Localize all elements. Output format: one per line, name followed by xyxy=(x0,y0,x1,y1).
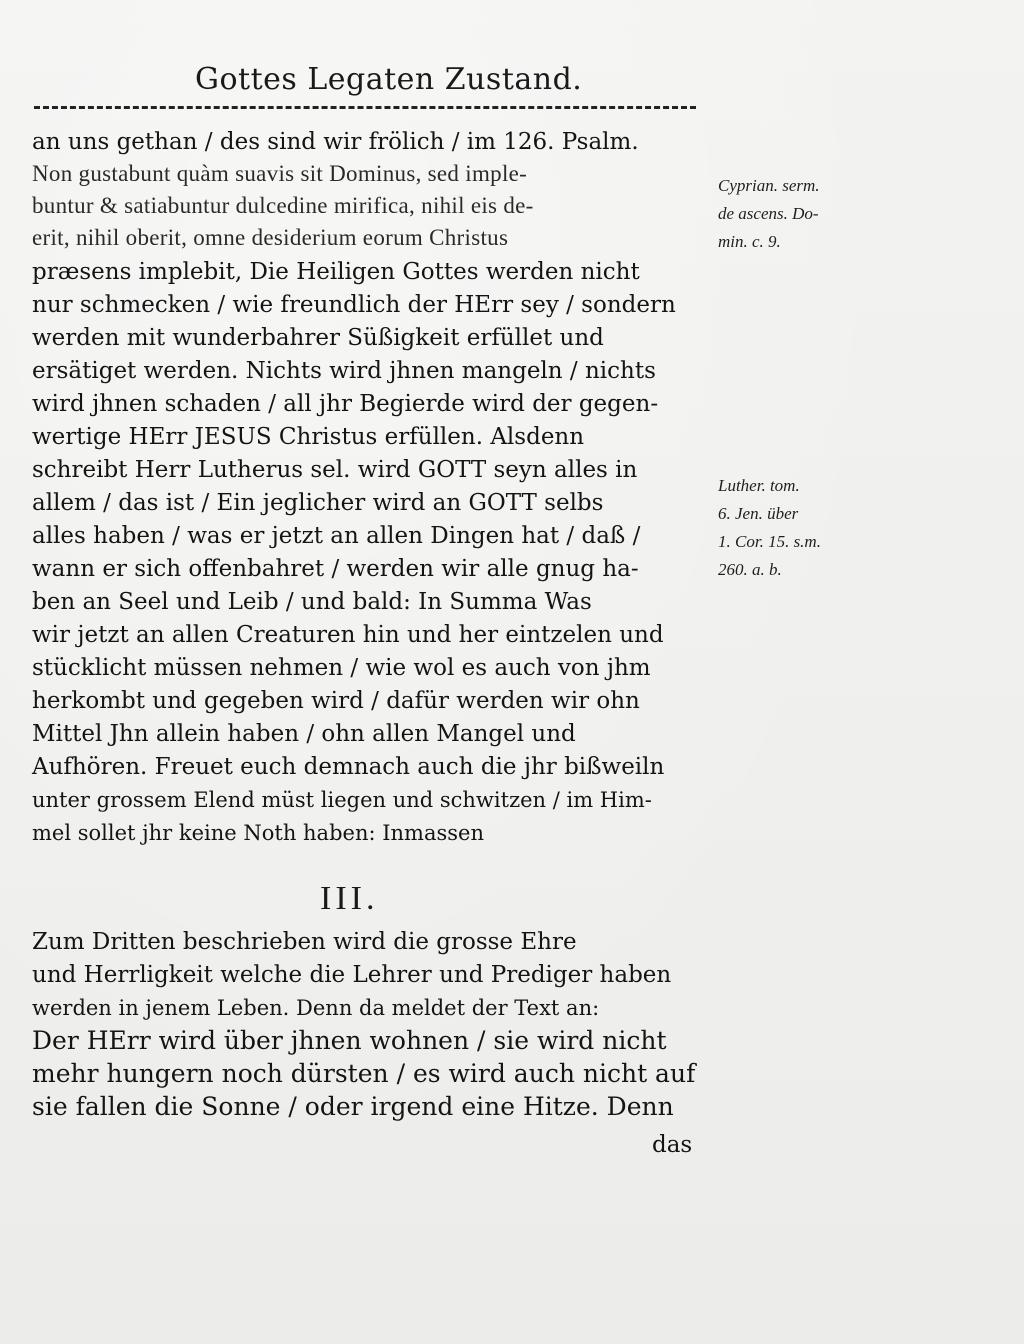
margin-note-cyprian xyxy=(718,172,820,256)
margin-note-luther xyxy=(718,472,821,584)
margin-note-line: de ascens. Do- xyxy=(718,204,819,223)
catchword: das xyxy=(652,1132,693,1158)
text-line: wertige HErr JESUS Christus erfüllen. Alsdenn xyxy=(32,424,585,450)
text-line: allem / das ist / Ein jeglicher wird an GOTT selbs xyxy=(32,490,604,516)
text-line: nur schmecken / wie freundlich der HErr sey / sondern xyxy=(32,292,676,318)
margin-note-line: 6. Jen. über xyxy=(718,504,799,523)
text-line: mehr hungern noch dürsten / es wird auch nicht auf xyxy=(32,1059,696,1088)
text-line: stücklicht müssen nehmen / wie wol es auch von jhm xyxy=(32,655,651,681)
text-line: mel sollet jhr keine Noth haben: Inmassen xyxy=(32,821,484,845)
text-line: sie fallen die Sonne / oder irgend eine Hitze. Denn xyxy=(32,1092,674,1121)
section-heading: III. xyxy=(320,880,379,917)
text-line: werden mit wunderbahrer Süßigkeit erfüllet und xyxy=(32,325,604,351)
text-line: præsens implebit, Die Heiligen Gottes werden nicht xyxy=(32,259,640,285)
text-line: wann er sich offenbahret / werden wir alle gnug ha- xyxy=(32,556,639,582)
text-line: Mittel Jhn allein haben / ohn allen Mangel und xyxy=(32,721,576,747)
text-line: wir jetzt an allen Creaturen hin und her eintzelen und xyxy=(32,622,664,648)
text-line: buntur & satiabuntur dulcedine mirifica, nihil eis de- xyxy=(32,193,534,218)
text-line: Der HErr wird über jhnen wohnen / sie wird nicht xyxy=(32,1026,667,1055)
text-line: ersätiget werden. Nichts wird jhnen mangeln / nichts xyxy=(32,358,656,384)
text-line: Aufhören. Freuet euch demnach auch die jhr bißweiln xyxy=(32,754,665,780)
margin-note-line: Luther. tom. xyxy=(718,476,800,495)
margin-note-line: 260. a. b. xyxy=(718,560,782,579)
text-line: Non gustabunt quàm suavis sit Dominus, sed imple- xyxy=(32,161,528,186)
text-line: an uns gethan / des sind wir frölich / im 126. Psalm. xyxy=(32,129,639,155)
text-line: Zum Dritten beschrieben wird die grosse Ehre xyxy=(32,929,577,955)
text-line: erit, nihil oberit, omne desiderium eorum Christus xyxy=(32,225,509,250)
text-line: unter grossem Elend müst liegen und schwitzen / im Him- xyxy=(32,788,652,812)
margin-note-line: min. c. 9. xyxy=(718,232,781,251)
text-line: alles haben / was er jetzt an allen Dingen hat / daß / xyxy=(32,523,641,549)
text-line: werden in jenem Leben. Denn da meldet der Text an: xyxy=(32,996,600,1020)
margin-note-line: 1. Cor. 15. s.m. xyxy=(718,532,821,551)
text-line: schreibt Herr Lutherus sel. wird GOTT seyn alles in xyxy=(32,457,638,483)
text-line: ben an Seel und Leib / und bald: In Summa Was xyxy=(32,589,592,615)
text-line: wird jhnen schaden / all jhr Begierde wird der gegen- xyxy=(32,391,659,417)
running-head: Gottes Legaten Zustand. xyxy=(195,62,583,97)
text-line: und Herrligkeit welche die Lehrer und Prediger haben xyxy=(32,962,672,988)
header-rule xyxy=(34,106,696,109)
margin-note-line: Cyprian. serm. xyxy=(718,176,820,195)
text-line: herkombt und gegeben wird / dafür werden wir ohn xyxy=(32,688,640,714)
